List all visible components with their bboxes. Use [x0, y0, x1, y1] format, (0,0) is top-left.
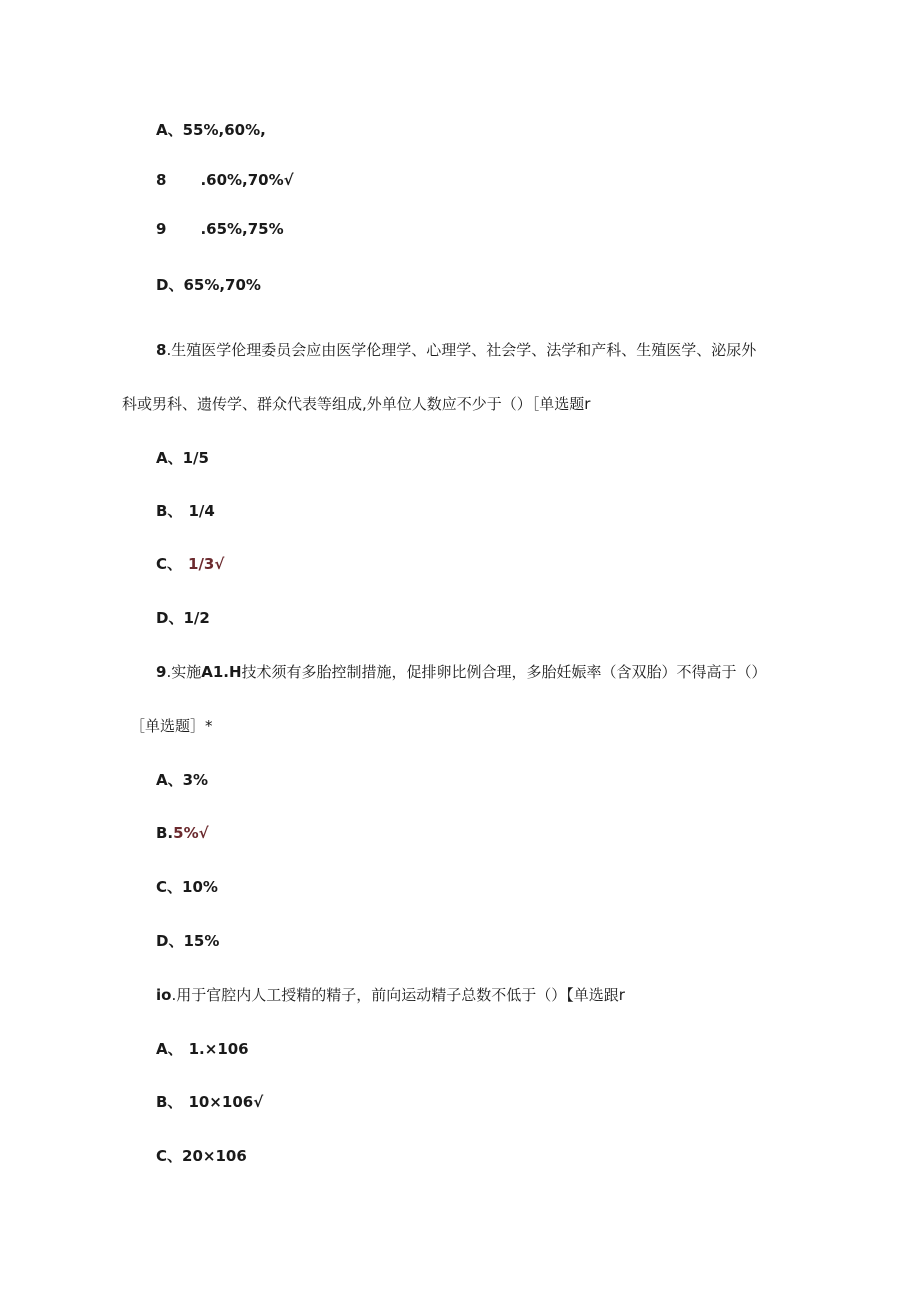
option-a — [156, 448, 209, 468]
option-a — [156, 1039, 249, 1059]
option-label: B. — [156, 824, 174, 842]
option-b — [156, 501, 215, 521]
option-label: A、 — [156, 771, 183, 789]
option-label: D、 — [156, 609, 184, 627]
option-text: .65%,75% — [200, 220, 284, 238]
question-8-line-2 — [122, 394, 590, 414]
option-text: 55%,60%, — [182, 121, 266, 139]
option-label: D、 — [156, 276, 184, 294]
option-text: 65%,70% — [183, 276, 261, 294]
option-text: 10×106√ — [188, 1093, 264, 1111]
option-text: 15% — [183, 932, 220, 950]
option-b — [156, 1092, 263, 1112]
question-text: 技术须有多胎控制措施，促排卵比例合理，多胎妊娠率（含双胎）不得高于（） — [241, 663, 767, 681]
option-text-correct: 5%√ — [173, 824, 209, 842]
option-a — [156, 120, 266, 140]
question-text: .生殖医学伦理委员会应由医学伦理学、心理学、社会学、法学和产科、生殖医学、泌尿外 — [166, 341, 757, 359]
option-text: 1/5 — [182, 449, 209, 467]
option-c — [156, 877, 218, 897]
option-b — [156, 823, 209, 843]
question-9-line-1 — [156, 662, 767, 682]
option-label: A、 — [156, 121, 183, 139]
question-number: 9 — [156, 663, 167, 681]
question-text: .用于官腔内人工授精的精子，前向运动精子总数不低于（）【单选跟r — [171, 986, 625, 1004]
option-d — [156, 275, 261, 295]
question-number: io — [156, 986, 172, 1004]
option-b — [156, 170, 294, 190]
option-text: 3% — [182, 771, 209, 789]
question-text-bold: A1.H — [201, 663, 242, 681]
question-text: ［单选题］* — [130, 717, 213, 735]
option-text: 1.×106 — [188, 1040, 249, 1058]
option-text: 1/2 — [183, 609, 210, 627]
question-text: .实施 — [166, 663, 202, 681]
option-text: .60%,70%√ — [200, 171, 294, 189]
question-number: 8 — [156, 341, 167, 359]
option-label: B、 — [156, 502, 183, 520]
option-c — [156, 219, 284, 239]
option-text: 20×106 — [182, 1147, 247, 1165]
option-label: D、 — [156, 932, 184, 950]
option-label: A、 — [156, 449, 183, 467]
option-c — [156, 1146, 247, 1166]
option-text-correct: 1/3√ — [188, 555, 225, 573]
question-9-line-2 — [130, 716, 213, 736]
option-d — [156, 931, 219, 951]
question-text: 科或男科、遗传学、群众代表等组成,外单位人数应不少于（）［单选题r — [122, 395, 591, 413]
option-a — [156, 770, 208, 790]
option-label: 9 — [156, 220, 167, 238]
option-label: B、 — [156, 1093, 183, 1111]
option-label: A、 — [156, 1040, 183, 1058]
option-d — [156, 608, 210, 628]
option-text: 1/4 — [188, 502, 215, 520]
option-c — [156, 554, 224, 574]
option-label: C、 — [156, 1147, 183, 1165]
option-text: 10% — [182, 878, 218, 896]
option-label: C、 — [156, 878, 183, 896]
option-label: 8 — [156, 171, 167, 189]
option-label: C、 — [156, 555, 183, 573]
question-8-line-1 — [156, 340, 756, 360]
question-10-line-1 — [156, 985, 625, 1005]
